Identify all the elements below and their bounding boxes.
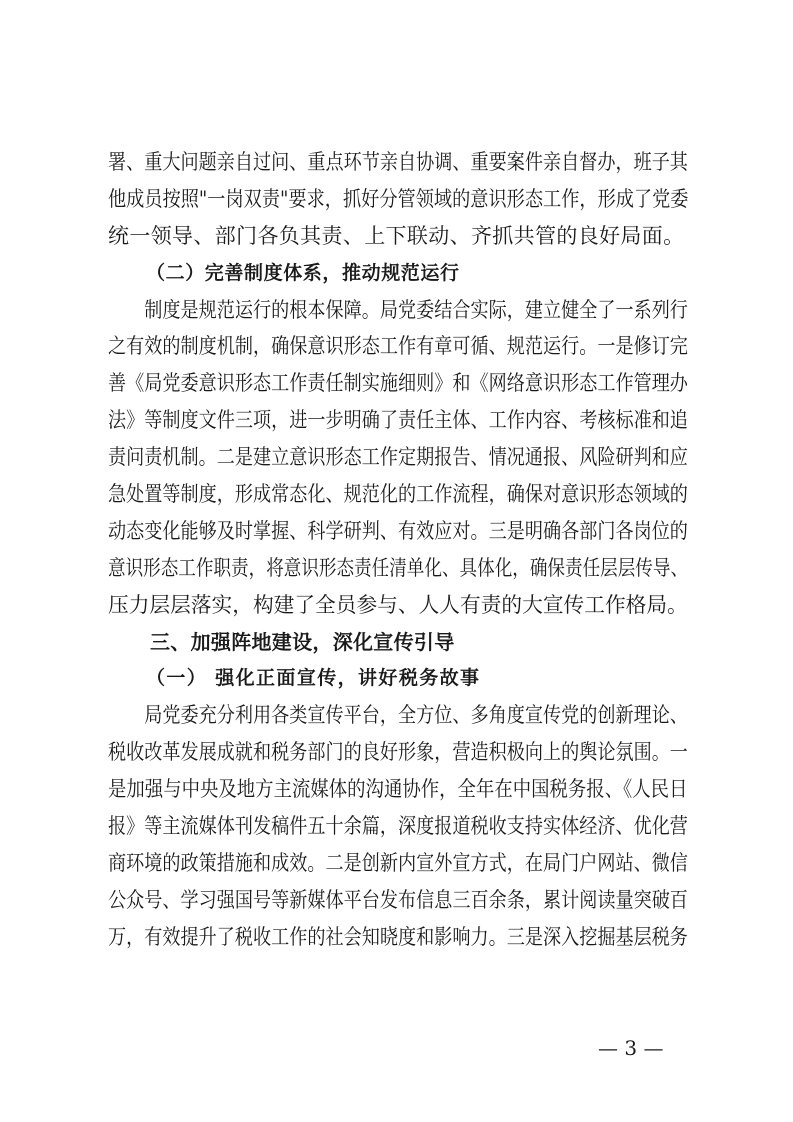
body-line: 之有效的制度机制，确保意识形态工作有章可循、规范运行。一是修订完 — [108, 334, 688, 359]
body-line: 意识形态工作职责，将意识形态责任清单化、具体化，确保责任层层传导、 — [108, 555, 689, 580]
body-line: 法》等制度文件三项，进一步明确了责任主体、工作内容、考核标准和追 — [108, 408, 688, 433]
body-line: 商环境的政策措施和成效。二是创新内宣外宣方式，在局门户网站、微信 — [108, 850, 688, 875]
body-line: 公众号、学习强国号等新媒体平台发布信息三百余条，累计阅读量突破百 — [108, 887, 688, 912]
body-line: 税收改革发展成就和税务部门的良好形象，营造积极向上的舆论氛围。一 — [108, 740, 688, 765]
body-line: 他成员按照"一岗双责"要求，抓好分管领域的意识形态工作，形成了党委 — [108, 186, 689, 211]
body-line: 万，有效提升了税收工作的社会知晓度和影响力。三是深入挖掘基层税务 — [108, 924, 688, 949]
subsection-heading: （二）完善制度体系，推动规范运行 — [146, 261, 460, 284]
body-line: 报》等主流媒体刊发稿件五十余篇，深度报道税收支持实体经济、优化营 — [108, 814, 688, 839]
body-line: 责问责机制。二是建立意识形态工作定期报告、情况通报、风险研判和应 — [108, 445, 688, 470]
page-number: — 3 — — [598, 1036, 664, 1060]
document-body — [108, 144, 688, 956]
paragraph-first-line: 制度是规范运行的根本保障。局党委结合实际，建立健全了一系列行 — [144, 297, 688, 322]
body-line: 善《局党委意识形态工作责任制实施细则》和《网络意识形态工作管理办 — [108, 371, 688, 396]
body-line: 急处置等制度，形成常态化、规范化的工作流程，确保对意识形态领域的 — [108, 482, 688, 507]
body-line: 统一领导、部门各负其责、上下联动、齐抓共管的良好局面。 — [108, 223, 685, 248]
subsection-heading: （一） 强化正面宣传，讲好税务故事 — [146, 667, 481, 690]
body-line: 动态变化能够及时掌握、科学研判、有效应对。三是明确各部门各岗位的 — [108, 518, 688, 543]
section-heading: 三、加强阵地建设，深化宣传引导 — [150, 629, 455, 654]
body-line: 署、重大问题亲自过问、重点环节亲自协调、重要案件亲自督办，班子其 — [108, 150, 688, 174]
body-line: 压力层层落实，构建了全员参与、人人有责的大宣传工作格局。 — [108, 592, 688, 617]
paragraph-first-line: 局党委充分利用各类宣传平台，全方位、多角度宣传党的创新理论、 — [144, 703, 688, 728]
body-line: 是加强与中央及地方主流媒体的沟通协作，全年在中国税务报、《人民日 — [108, 777, 688, 802]
